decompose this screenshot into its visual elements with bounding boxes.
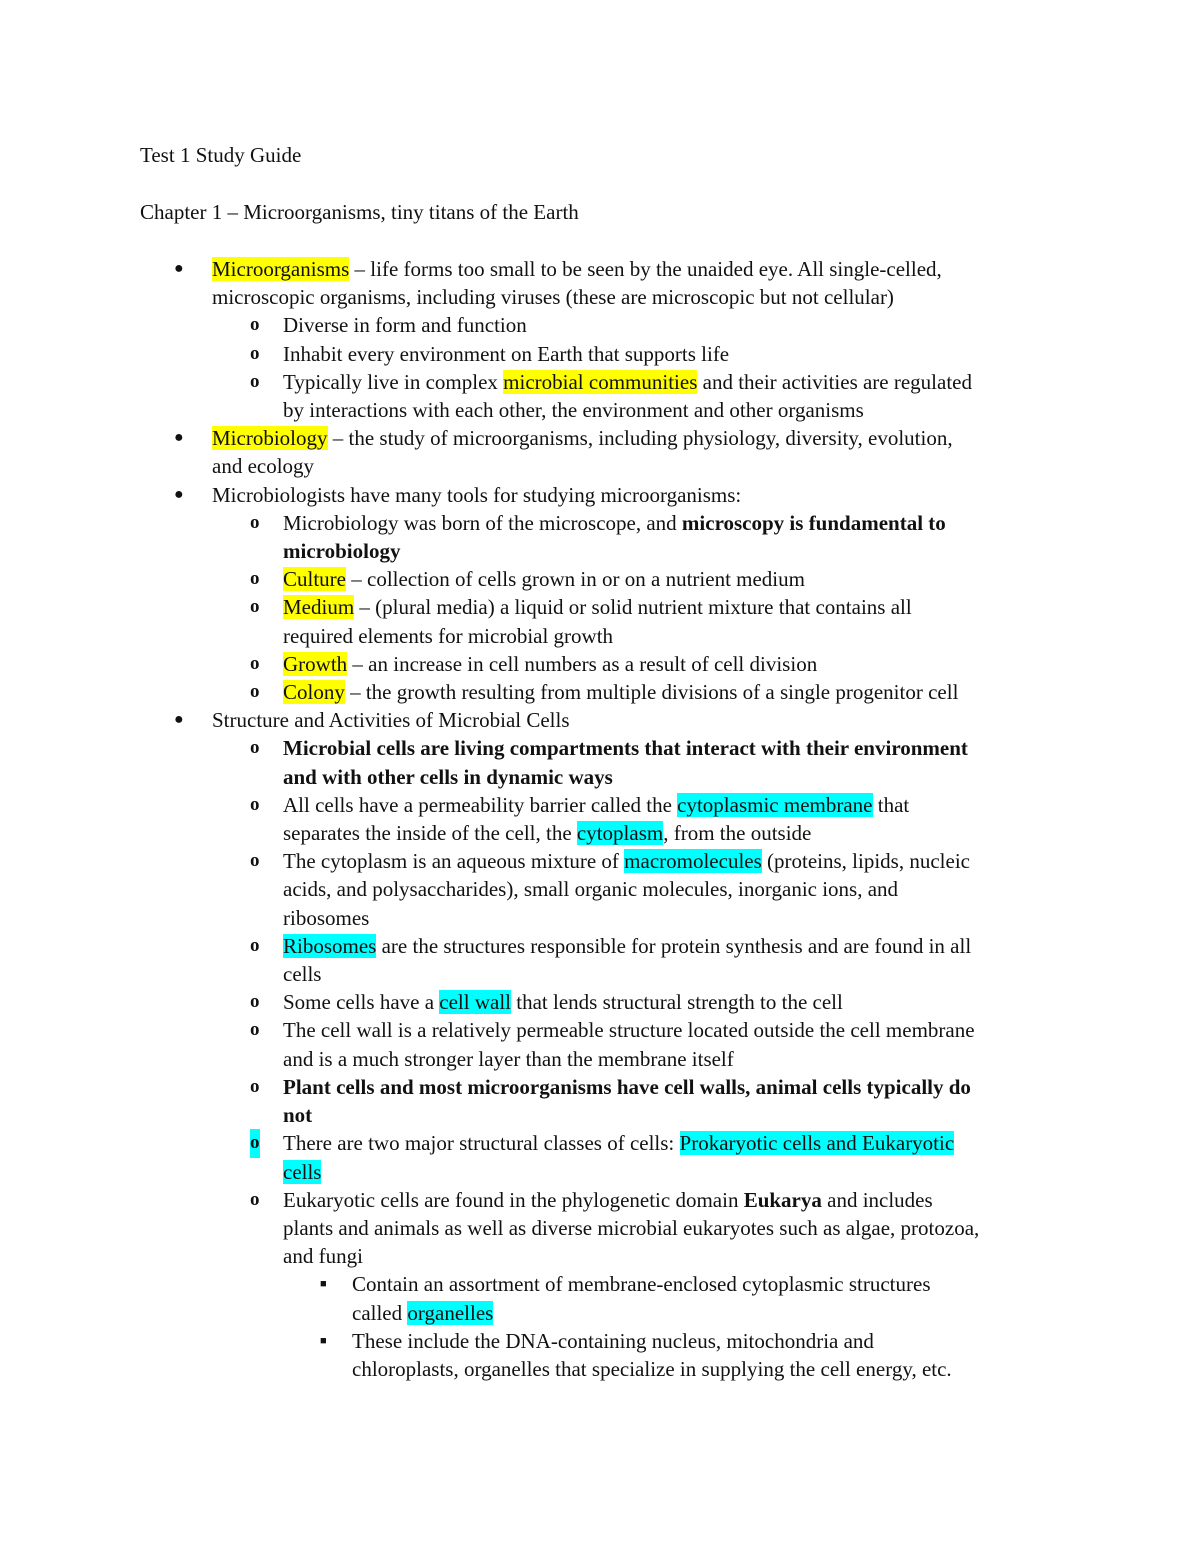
highlighted-term: Culture <box>283 567 346 592</box>
circle-bullet-marker: o <box>250 652 260 674</box>
circle-bullet-marker: o <box>250 991 260 1013</box>
circle-bullet-marker: o <box>250 370 260 392</box>
sub-list-item <box>140 650 1070 678</box>
item-text: that lends structural strength to the cell <box>511 990 843 1015</box>
item-text: are the structures responsible for protein synthesis and are found in all <box>376 933 972 958</box>
highlighted-term: Prokaryotic cells and Eukaryotic <box>679 1131 955 1156</box>
item-text: and includes <box>821 1187 933 1212</box>
outline-list <box>140 255 1070 1383</box>
highlighted-term: Growth <box>283 651 348 676</box>
item-text: There are two major structural classes of cells: <box>283 1131 680 1156</box>
highlighted-term: Medium <box>283 595 355 620</box>
sub-list-item <box>140 847 1070 932</box>
highlighted-term: organelles <box>407 1300 494 1325</box>
highlighted-term: cytoplasm <box>576 821 664 846</box>
circle-bullet-marker: o <box>250 737 260 759</box>
sub-list-item <box>140 1016 1070 1072</box>
item-text-continued: plants and animals as well as diverse microbial eukaryotes such as algae, protozoa, <box>283 1215 980 1240</box>
bold-text: Plant cells and most microorganisms have cell walls, animal cells typically do <box>283 1074 971 1099</box>
circle-bullet-marker: o <box>250 850 260 872</box>
sub-list-item <box>140 311 1070 339</box>
bullet-marker: ● <box>174 429 184 447</box>
item-text-continued: and fungi <box>283 1244 363 1269</box>
list-item <box>140 424 1070 480</box>
item-text: , from the outside <box>663 821 812 846</box>
item-text: called <box>352 1300 408 1325</box>
item-text: – an increase in cell numbers as a result of cell division <box>347 651 818 676</box>
page-title: Test 1 Study Guide <box>140 143 302 167</box>
highlighted-term: Colony <box>283 680 345 705</box>
item-text: – (plural media) a liquid or solid nutrient mixture that contains all <box>354 595 912 620</box>
bold-text: Microbial cells are living compartments that interact with their environment <box>283 736 968 761</box>
highlighted-term: microbial communities <box>503 369 698 394</box>
bold-text: microscopy is fundamental to <box>681 510 946 535</box>
sub-list-item <box>140 368 1070 424</box>
highlighted-term: cytoplasmic membrane <box>677 792 873 817</box>
sub-list-item <box>140 734 1070 790</box>
item-text-continued: microscopic organisms, including viruses (these are microscopic but not cellular) <box>212 285 894 310</box>
item-text: – life forms too small to be seen by the unaided eye. All single-celled, <box>349 257 942 281</box>
sub-list-item <box>140 791 1070 847</box>
highlighted-term: macromolecules <box>624 849 762 874</box>
circle-bullet-marker: o <box>250 1075 260 1097</box>
list-item <box>140 481 1070 509</box>
sub-list-item <box>140 988 1070 1016</box>
item-text: – collection of cells grown in or on a nutrient medium <box>346 567 805 592</box>
item-text: All cells have a permeability barrier called the <box>283 792 678 817</box>
item-text-continued: required elements for microbial growth <box>283 623 614 648</box>
bold-text: Eukarya <box>743 1187 822 1212</box>
sub-list-item <box>140 509 1070 565</box>
sub-sub-list-item <box>140 1327 1070 1383</box>
bold-text: not <box>283 1103 313 1128</box>
item-text-continued: chloroplasts, organelles that specialize in supplying the cell energy, etc. <box>352 1356 952 1381</box>
list-item <box>140 255 1070 311</box>
item-text: Some cells have a <box>283 990 440 1015</box>
sub-list-item <box>140 565 1070 593</box>
item-text-continued: acids, and polysaccharides), small organic molecules, inorganic ions, and <box>283 877 899 902</box>
square-bullet-marker: ■ <box>320 1334 327 1347</box>
square-bullet-marker: ■ <box>320 1278 327 1291</box>
item-text: Microbiologists have many tools for studying microorganisms: <box>212 482 742 507</box>
bullet-marker: ● <box>174 711 184 729</box>
sub-list-item <box>140 1186 1070 1271</box>
item-text-continued: ribosomes <box>283 905 370 930</box>
circle-bullet-marker: o <box>250 1019 260 1041</box>
highlighted-term: Ribosomes <box>283 933 377 958</box>
item-text: – the study of microorganisms, including physiology, diversity, evolution, <box>327 426 953 451</box>
circle-bullet-marker: o <box>250 793 260 815</box>
item-text: Structure and Activities of Microbial Cells <box>212 708 570 733</box>
circle-bullet-marker: o <box>250 1129 260 1157</box>
highlighted-term: cells <box>283 1159 322 1184</box>
item-text: Diverse in form and function <box>283 313 527 338</box>
highlighted-term: Microorganisms <box>212 257 350 281</box>
item-text: Eukaryotic cells are found in the phylogenetic domain <box>283 1187 744 1212</box>
bold-text: microbiology <box>283 539 401 564</box>
sub-list-item <box>140 593 1070 649</box>
item-text: The cytoplasm is an aqueous mixture of <box>283 849 625 874</box>
circle-bullet-marker: o <box>250 568 260 590</box>
circle-bullet-marker: o <box>250 1188 260 1210</box>
item-text-continued: and ecology <box>212 454 315 479</box>
circle-bullet-marker: o <box>250 342 260 364</box>
item-text-continued: by interactions with each other, the environment and other organisms <box>283 398 864 423</box>
item-text: Contain an assortment of membrane-enclosed cytoplasmic structures <box>352 1272 931 1297</box>
item-text: Microbiology was born of the microscope, and <box>283 510 682 535</box>
circle-bullet-marker: o <box>250 314 260 336</box>
item-text: Typically live in complex <box>283 369 504 394</box>
item-text: The cell wall is a relatively permeable structure located outside the cell membrane <box>283 1018 975 1043</box>
item-text: Inhabit every environment on Earth that supports life <box>283 341 730 366</box>
item-text-continued: and is a much stronger layer than the membrane itself <box>283 1046 734 1071</box>
circle-bullet-marker: o <box>250 681 260 703</box>
chapter-heading: Chapter 1 – Microorganisms, tiny titans of the Earth <box>140 200 579 224</box>
item-text-continued: cells <box>283 962 322 987</box>
circle-bullet-marker: o <box>250 596 260 618</box>
circle-bullet-marker: o <box>250 934 260 956</box>
bold-text: and with other cells in dynamic ways <box>283 764 613 789</box>
circle-bullet-marker: o <box>250 511 260 533</box>
item-text: – the growth resulting from multiple divisions of a single progenitor cell <box>344 680 959 705</box>
sub-list-item <box>140 1073 1070 1129</box>
item-text: separates the inside of the cell, the <box>283 821 577 846</box>
sub-list-item <box>140 932 1070 988</box>
sub-list-item <box>140 1129 1070 1185</box>
sub-list-item <box>140 678 1070 706</box>
bullet-marker: ● <box>174 260 184 277</box>
item-text: These include the DNA-containing nucleus, mitochondria and <box>352 1328 874 1353</box>
item-text: that <box>872 792 910 817</box>
sub-list-item <box>140 340 1070 368</box>
list-item <box>140 706 1070 734</box>
item-text: and their activities are regulated <box>697 369 972 394</box>
highlighted-term: cell wall <box>439 990 511 1015</box>
sub-sub-list-item <box>140 1270 1070 1326</box>
bullet-marker: ● <box>174 485 184 503</box>
highlighted-term: Microbiology <box>212 426 328 451</box>
item-text: (proteins, lipids, nucleic <box>761 849 970 874</box>
